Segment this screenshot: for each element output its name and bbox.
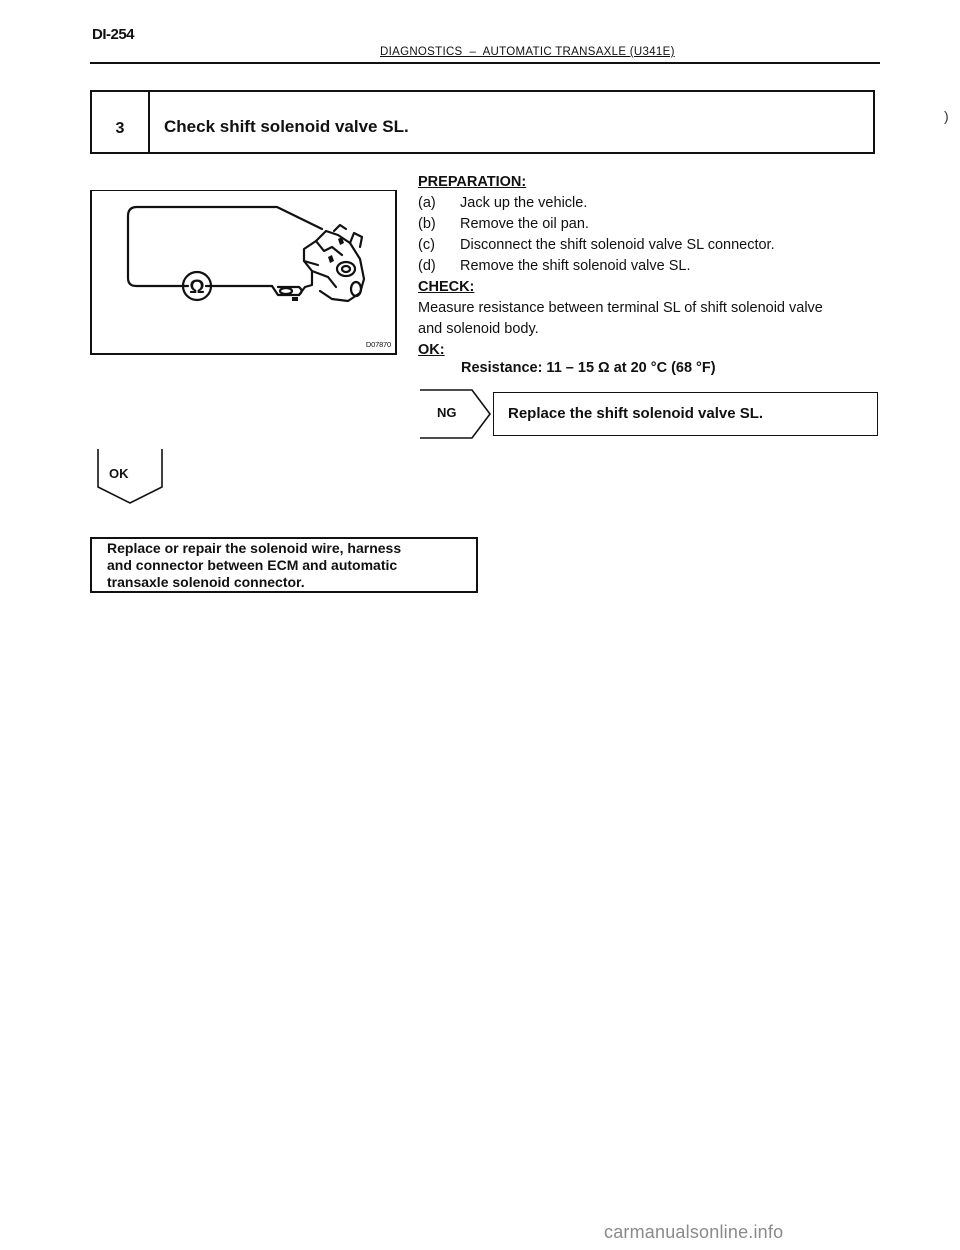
prep-step-letter: (c) <box>418 237 435 253</box>
step-number: 3 <box>92 92 150 152</box>
check-label: CHECK: <box>418 279 475 295</box>
check-heading <box>418 277 888 298</box>
ok-label: OK <box>109 466 129 481</box>
repair-line-3: transaxle solenoid connector. <box>107 574 305 590</box>
header-divider <box>90 62 880 64</box>
prep-step-letter: (a) <box>418 195 436 211</box>
step-header-box <box>90 90 875 154</box>
repair-action-box <box>90 537 478 593</box>
ohmmeter-wiring-diagram <box>92 191 395 353</box>
check-line-1: Measure resistance between terminal SL of shift solenoid valve <box>418 300 823 316</box>
prep-step-letter: (d) <box>418 258 436 274</box>
repair-line-2: and connector between ECM and automatic <box>107 557 398 573</box>
resistance-spec: Resistance: 11 – 15 Ω at 20 °C (68 °F) <box>461 360 716 376</box>
figure-code: D07870 <box>365 340 391 349</box>
scan-artifact: ) <box>944 108 949 124</box>
prep-step-d <box>418 256 888 277</box>
ng-action-box <box>493 392 878 436</box>
ng-action-text: Replace the shift solenoid valve SL. <box>508 405 764 422</box>
solenoid-illustration <box>90 190 397 355</box>
ok-spec-label: OK: <box>418 342 445 358</box>
prep-step-text: Jack up the vehicle. <box>460 195 588 211</box>
ng-arrow-icon <box>418 386 498 442</box>
watermark: carmanualsonline.info <box>604 1222 784 1242</box>
prep-step-text: Remove the oil pan. <box>460 216 589 232</box>
step-title: Check shift solenoid valve SL. <box>164 117 409 136</box>
prep-step-letter: (b) <box>418 216 436 232</box>
preparation-heading <box>418 172 888 193</box>
prep-step-a <box>418 193 888 214</box>
section-header: DIAGNOSTICS – AUTOMATIC TRANSAXLE (U341E) <box>380 46 675 58</box>
ohm-symbol: Ω <box>189 277 205 298</box>
prep-step-b <box>418 214 888 235</box>
prep-step-text: Remove the shift solenoid valve SL. <box>460 258 691 274</box>
prep-step-c <box>418 235 888 256</box>
repair-line-1: Replace or repair the solenoid wire, harness <box>107 540 402 556</box>
ok-arrow-icon <box>96 447 168 507</box>
ng-label: NG <box>437 405 457 420</box>
check-line-2: and solenoid body. <box>418 321 539 337</box>
prep-step-text: Disconnect the shift solenoid valve SL connector. <box>460 237 775 253</box>
page-number: DI-254 <box>92 26 135 43</box>
preparation-label: PREPARATION: <box>418 174 527 190</box>
